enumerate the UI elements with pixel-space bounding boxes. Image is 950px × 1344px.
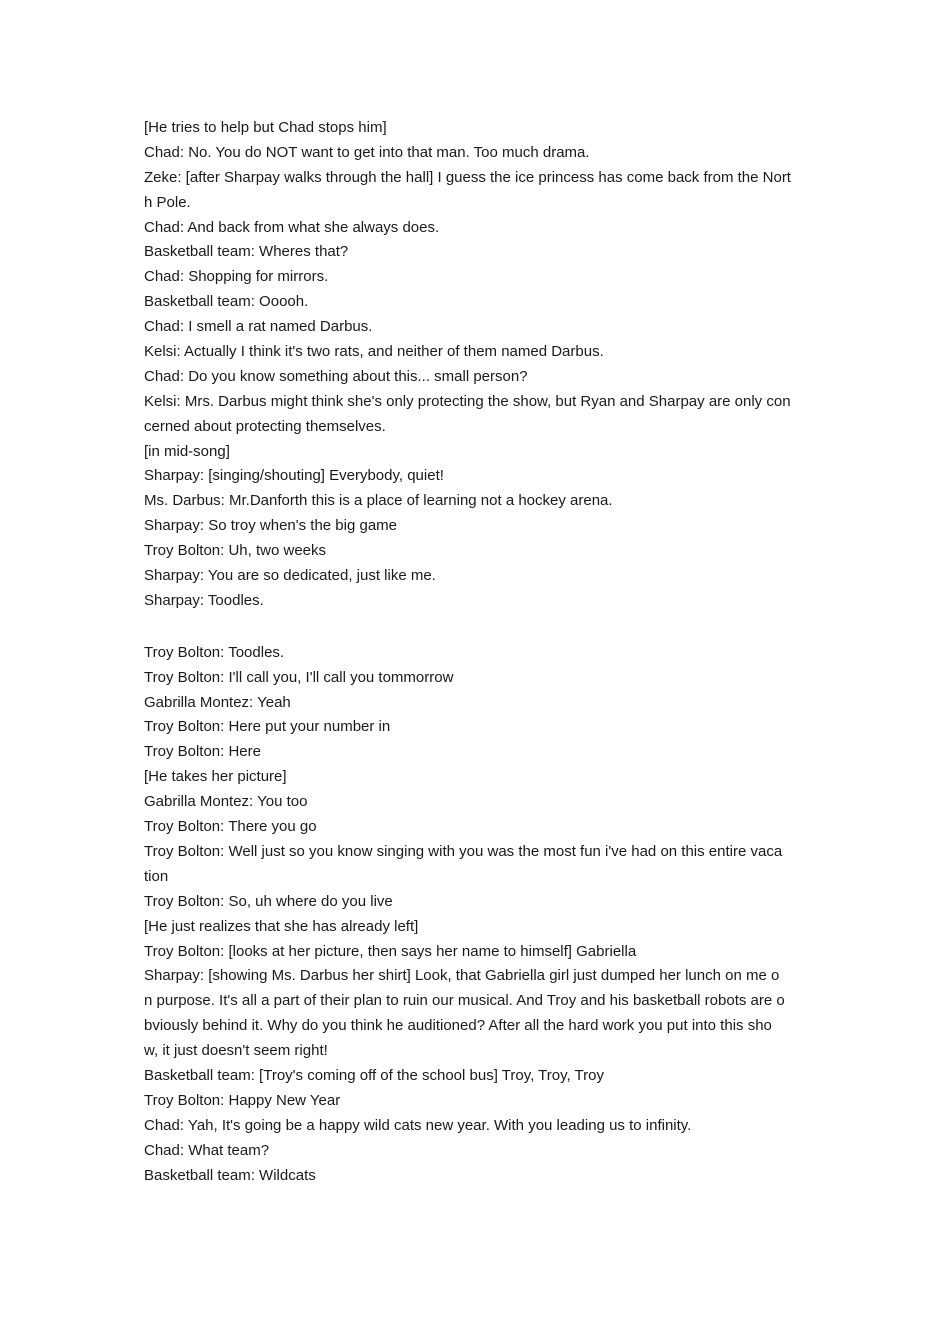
script-line: w, it just doesn't seem right! (144, 1042, 328, 1060)
script-line: Troy Bolton: Toodles. (144, 643, 285, 661)
script-line: [He tries to help but Chad stops him] (144, 119, 387, 136)
script-line: Kelsi: Mrs. Darbus might think she's only protecting the show, but Ryan and Sharpay are only con (144, 392, 791, 410)
script-line: [He takes her picture] (144, 768, 287, 786)
script-line: Troy Bolton: Uh, two weeks (144, 542, 327, 560)
script-line: Basketball team: Wheres that? (144, 243, 349, 261)
script-line: cerned about protecting themselves. (144, 417, 386, 435)
script-line: Troy Bolton: [looks at her picture, then says her name to himself] Gabriella (144, 942, 637, 960)
script-line: h Pole. (144, 193, 191, 211)
script-block-1 (144, 116, 808, 614)
script-block-2 (144, 641, 808, 1189)
script-line: Sharpay: Toodles. (144, 591, 264, 609)
script-line: Zeke: [after Sharpay walks through the hall] I guess the ice princess has come back from the Nort (144, 168, 791, 186)
script-line: Troy Bolton: Well just so you know singing with you was the most fun i've had on this entire vaca (144, 842, 783, 860)
paragraph-gap (144, 614, 808, 641)
script-line: Sharpay: So troy when's the big game (144, 517, 398, 535)
script-line: bviously behind it. Why do you think he auditioned? After all the hard work you put into this sho (144, 1017, 772, 1035)
script-line: Sharpay: You are so dedicated, just like me. (144, 567, 436, 585)
script-line: [He just realizes that she has already left] (144, 917, 419, 935)
script-line: Chad: I smell a rat named Darbus. (144, 318, 373, 336)
script-line: Gabrilla Montez: You too (144, 793, 308, 811)
script-line: Chad: What team? (144, 1141, 270, 1159)
script-line: Troy Bolton: Here (144, 743, 261, 761)
script-line: Troy Bolton: I'll call you, I'll call you tommorrow (144, 668, 454, 686)
script-line: Chad: Do you know something about this... small person? (144, 367, 528, 385)
script-line: Chad: No. You do NOT want to get into that man. Too much drama. (144, 143, 590, 161)
script-line: Ms. Darbus: Mr.Danforth this is a place of learning not a hockey arena. (144, 492, 613, 510)
script-line: n purpose. It's all a part of their plan to ruin our musical. And Troy and his basketball robots are o (144, 992, 785, 1010)
script-line: Kelsi: Actually I think it's two rats, and neither of them named Darbus. (144, 343, 604, 361)
script-line: Chad: Shopping for mirrors. (144, 268, 329, 286)
script-line: Troy Bolton: So, uh where do you live (144, 892, 393, 910)
script-line: Sharpay: [showing Ms. Darbus her shirt] Look, that Gabriella girl just dumped her lunch on me o (144, 967, 780, 985)
script-line: Basketball team: Wildcats (144, 1166, 316, 1184)
script-line: Chad: Yah, It's going be a happy wild cats new year. With you leading us to infinity. (144, 1116, 692, 1134)
script-line: [in mid-song] (144, 442, 230, 460)
script-line: Sharpay: [singing/shouting] Everybody, quiet! (144, 467, 444, 485)
script-line: Basketball team: Ooooh. (144, 293, 309, 311)
script-line: Basketball team: [Troy's coming off of the school bus] Troy, Troy, Troy (144, 1066, 604, 1084)
script-line: Chad: And back from what she always does. (144, 218, 440, 236)
script-line: Gabrilla Montez: Yeah (144, 693, 291, 711)
script-text (144, 116, 808, 1188)
script-line: tion (144, 867, 169, 885)
script-line: Troy Bolton: Happy New Year (144, 1091, 341, 1109)
script-line: Troy Bolton: Here put your number in (144, 718, 391, 736)
script-line: Troy Bolton: There you go (144, 818, 317, 836)
